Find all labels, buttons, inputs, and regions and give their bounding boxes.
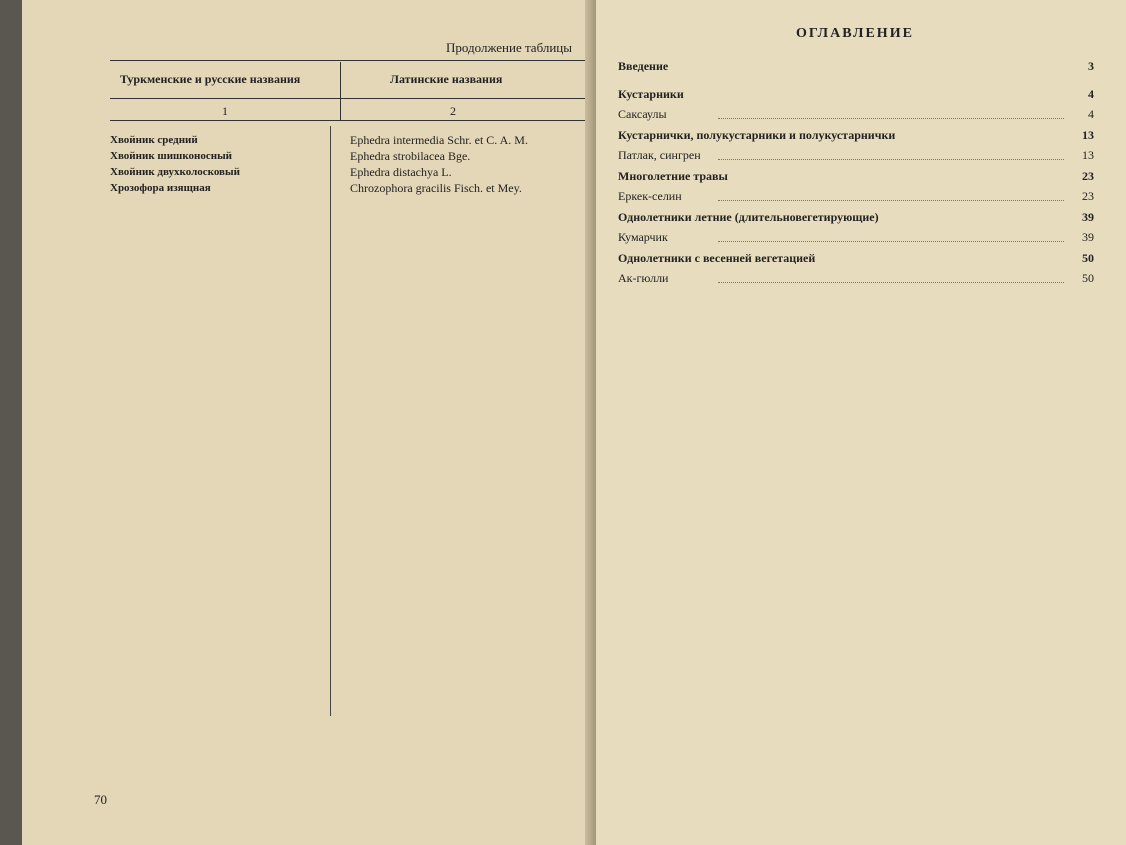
toc-section-label: Введение (618, 59, 669, 73)
table-row (110, 148, 580, 164)
toc-section-label: Однолетники летние (длительновегетирующие) (618, 210, 879, 224)
turkmen-russian-name: Хвойник двухколосковый (110, 166, 240, 178)
toc-item-label: Еркек-селин (618, 189, 682, 203)
toc-item-page: 50 (1082, 271, 1094, 285)
toc-item (618, 190, 1094, 203)
toc-leader-dots (718, 149, 1064, 160)
turkmen-russian-name: Хрозофора изящная (110, 182, 211, 194)
toc-item-label: Кумарчик (618, 230, 668, 244)
column-number-1: 1 (222, 104, 228, 118)
toc-section (618, 244, 1094, 272)
toc-section-page: 3 (1088, 59, 1094, 73)
toc-section-page: 50 (1082, 251, 1094, 265)
table-of-contents (618, 52, 1094, 285)
latin-name: Ephedra distachya L. (350, 165, 452, 179)
toc-leader-dots (718, 231, 1064, 242)
header-divider (340, 62, 341, 120)
toc-item-page: 13 (1082, 148, 1094, 162)
toc-section-page: 4 (1088, 87, 1094, 101)
table-body (110, 132, 580, 196)
table-row (110, 132, 580, 148)
toc-item (618, 231, 1094, 244)
toc-section (618, 52, 1094, 80)
toc-section (618, 80, 1094, 108)
toc-section-label: Однолетники с весенней вегетацией (618, 251, 816, 265)
turkmen-russian-name: Хвойник средний (110, 134, 198, 146)
toc-item-label: Ак-гюлли (618, 271, 669, 285)
toc-section-page: 39 (1082, 210, 1094, 224)
toc-leader-dots (718, 108, 1064, 119)
toc-section (618, 121, 1094, 149)
table-row (110, 164, 580, 180)
toc-item (618, 272, 1094, 285)
latin-name: Ephedra intermedia Schr. et C. A. M. (350, 133, 528, 147)
page-number: 70 (94, 792, 107, 807)
toc-section (618, 162, 1094, 190)
number-rule (110, 120, 588, 121)
continuation-label: Продолжение таблицы (446, 40, 572, 55)
column-header-names: Туркменские и русские названия (120, 72, 301, 86)
body-divider (330, 126, 331, 716)
toc-title: ОГЛАВЛЕНИЕ (796, 26, 914, 41)
column-header-latin: Латинские названия (390, 72, 503, 86)
column-number-2: 2 (450, 104, 456, 118)
toc-section-label: Многолетние травы (618, 169, 728, 183)
header-rule (110, 98, 588, 99)
latin-name: Chrozophora gracilis Fisch. et Mey. (350, 181, 522, 195)
toc-section-page: 23 (1082, 169, 1094, 183)
toc-item-label: Саксаулы (618, 107, 667, 121)
toc-section-page: 13 (1082, 128, 1094, 142)
toc-item-page: 4 (1088, 107, 1094, 121)
left-page (22, 0, 602, 845)
toc-section-label: Кустарники (618, 87, 684, 101)
latin-name: Ephedra strobilacea Bge. (350, 149, 471, 163)
toc-leader-dots (718, 190, 1064, 201)
toc-section-label: Кустарнички, полукустарники и полукустарнички (618, 128, 896, 142)
toc-section (618, 203, 1094, 231)
toc-item-label: Патлак, сингрен (618, 148, 701, 162)
toc-item-page: 23 (1082, 189, 1094, 203)
right-page (596, 0, 1126, 845)
toc-leader-dots (718, 272, 1064, 283)
turkmen-russian-name: Хвойник шишконосный (110, 150, 232, 162)
toc-item-page: 39 (1082, 230, 1094, 244)
toc-item (618, 108, 1094, 121)
table-row (110, 180, 580, 196)
table-top-rule (110, 60, 588, 61)
toc-item (618, 149, 1094, 162)
